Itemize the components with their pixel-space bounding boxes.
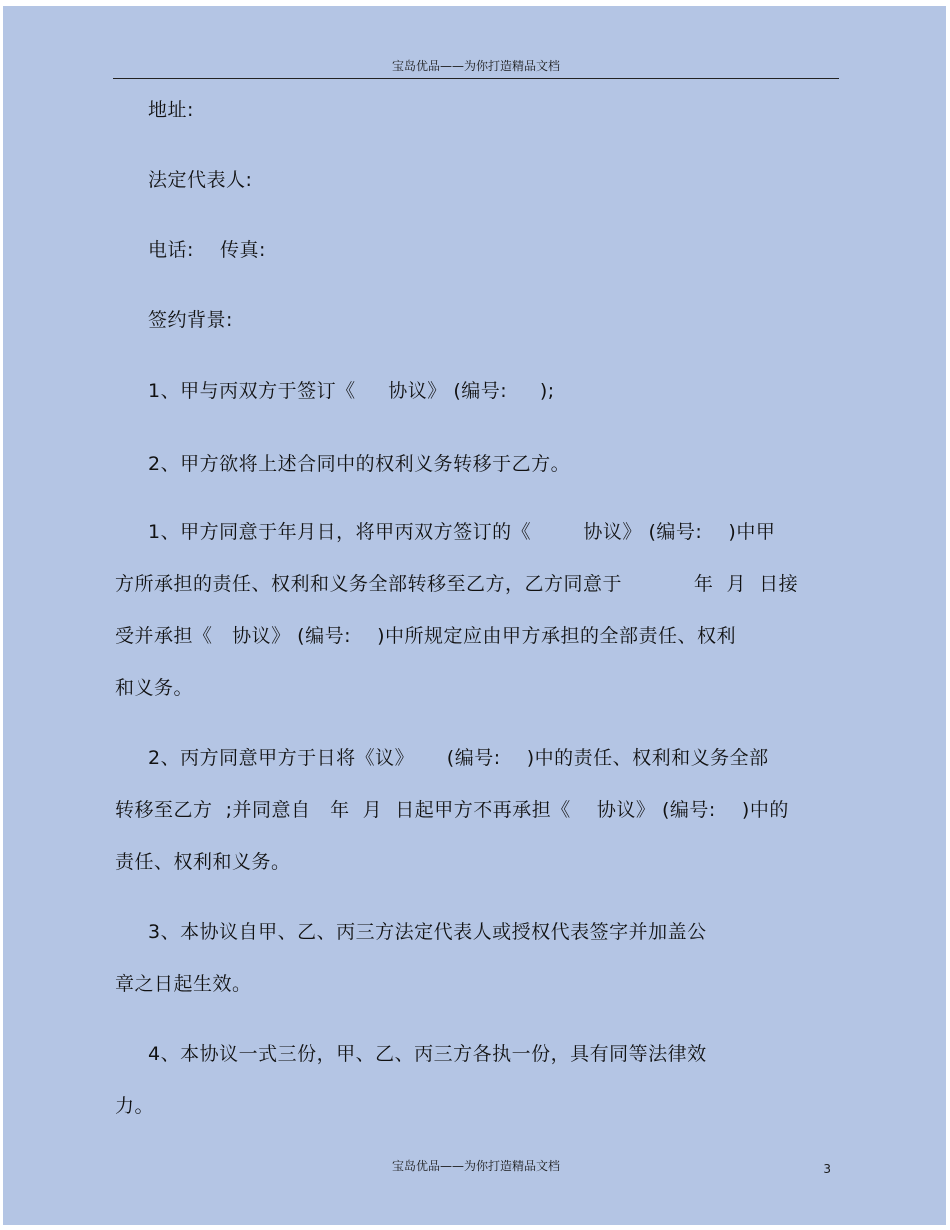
page-number: 3 — [823, 1162, 831, 1176]
page-header: 宝岛优品——为你打造精品文档 — [391, 59, 560, 73]
clause-2-line-1: 2、丙方同意甲方于日将《议》 (编号: )中的责任、权利和义务全部 — [148, 747, 769, 769]
clause-4-line-1: 4、本协议一式三份，甲、乙、丙三方各执一份，具有同等法律效 — [148, 1043, 707, 1065]
clause-3-line-1: 3、本协议自甲、乙、丙三方法定代表人或授权代表签字并加盖公 — [148, 921, 707, 943]
page-footer: 宝岛优品——为你打造精品文档 — [391, 1159, 560, 1173]
clause-1-line-4: 和义务。 — [115, 677, 194, 699]
clause-1-line-3: 受并承担《 协议》 (编号: )中所规定应由甲方承担的全部责任、权利 — [115, 625, 737, 647]
phone-fax-line: 电话: 传真: — [148, 239, 266, 261]
address-line: 地址: — [148, 99, 194, 121]
document-page — [3, 6, 946, 1225]
background-item-2: 2、甲方欲将上述合同中的权利义务转移于乙方。 — [148, 453, 571, 475]
header-divider — [113, 78, 839, 79]
clause-1-line-1: 1、甲方同意于年月日，将甲丙双方签订的《 协议》 (编号: )中甲 — [148, 521, 776, 543]
clause-2-line-3: 责任、权利和义务。 — [115, 851, 291, 873]
clause-2-line-2: 转移至乙方 ;并同意自 年 月 日起甲方不再承担《 协议》 (编号: )中的 — [115, 799, 789, 821]
signing-background-heading: 签约背景: — [148, 309, 233, 331]
clause-4-line-2: 力。 — [115, 1095, 155, 1117]
background-item-1: 1、甲与丙双方于签订《 协议》 (编号: ); — [148, 380, 555, 402]
legal-rep-line: 法定代表人: — [148, 169, 253, 191]
clause-1-line-2: 方所承担的责任、权利和义务全部转移至乙方，乙方同意于 年 月 日接 — [115, 573, 799, 595]
clause-3-line-2: 章之日起生效。 — [115, 973, 252, 995]
